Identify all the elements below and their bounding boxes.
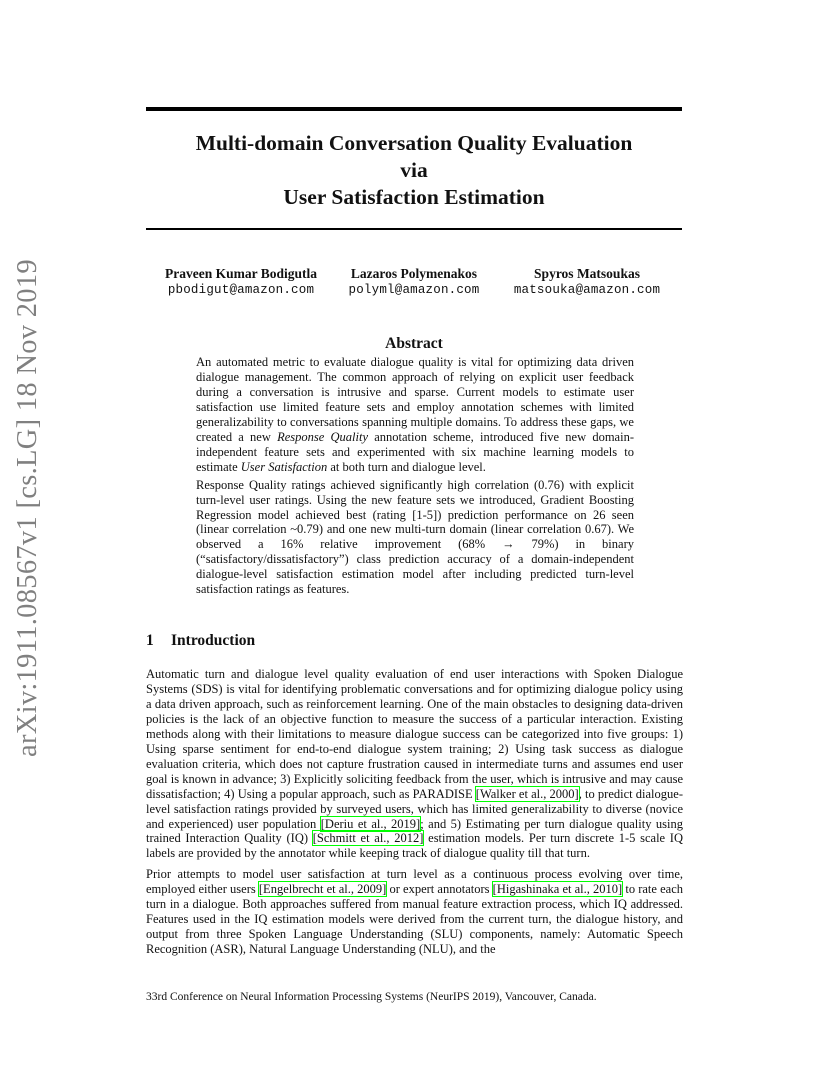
text-span: or expert annotators (386, 882, 493, 897)
text-span: annotation scheme, introduced five new domain-independent feature sets and experimented with six machine learning models to estimate (196, 429, 634, 474)
section-title: Introduction (171, 632, 256, 649)
text-span: Prior attempts to model user satisfaction at turn level as a continuous process evolving over time, employed either users (146, 867, 683, 897)
author-name: Lazaros Polymenakos (350, 266, 478, 281)
title-top-rule (146, 107, 682, 111)
abstract-paragraph-1 (196, 355, 634, 475)
text-span: , to predict dialogue-level satisfaction ratings provided by surveyed users, which has limited generalizability to diverse (novice and experienced) user population (146, 786, 683, 831)
title-line-3: User Satisfaction Estimation (283, 185, 545, 209)
text-span: estimation models. Per turn discrete 1-5 scale IQ labels are provided by the annotator while keeping track of dialogue quality till that turn. (146, 831, 683, 861)
author-3 (492, 265, 682, 298)
citation-link[interactable]: [Schmitt et al., 2012] (312, 831, 424, 846)
section-number: 1 (146, 632, 154, 649)
abstract (196, 355, 634, 600)
citation-link[interactable]: [Engelbrecht et al., 2009] (258, 882, 387, 897)
text-span: Automatic turn and dialogue level quality evaluation of end user interactions with Spoken Dialogue Systems (SDS) is vital for identifying problematic conversations and for optimizing dialogue policy using a data driven approach, such as reinforcement learning. One of the main obstacles to designing data-driven policies is the lack of an objective function to measure the success of a particular interaction. Existing methods along with their limitations to measure dialogue success can be categorized into five groups: 1) Using sparse sentiment for end-to-end dialogue system training; 2) Using task success as dialogue evaluation criteria, which does not capture frustration caused in intermediate turns and assumes end user goal is known in advance; 3) Explicitly soliciting feedback from the user, which is intrusive and may cause dissatisfaction; 4) Using a popular approach, such as PARADISE (146, 667, 683, 801)
conference-footnote: 33rd Conference on Neural Information Processing Systems (NeurIPS 2019), Vancouver, Canada. (146, 991, 597, 1003)
author-email: polyml@amazon.com (348, 283, 480, 297)
intro-paragraph-2 (146, 867, 683, 957)
author-email: matsouka@amazon.com (513, 283, 661, 297)
citation-link[interactable]: [Walker et al., 2000] (475, 786, 579, 801)
title-bottom-rule (146, 228, 682, 230)
abstract-heading: Abstract (385, 335, 443, 352)
title-line-1: Multi-domain Conversation Quality Evaluation (195, 131, 633, 155)
author-1 (146, 265, 336, 298)
introduction-body (146, 667, 683, 963)
citation-link[interactable]: [Higashinaka et al., 2010] (492, 882, 623, 897)
arxiv-identifier: arXiv:1911.08567v1 [cs.LG] 18 Nov 2019 (12, 259, 43, 757)
emphasis: User Satisfaction (240, 459, 328, 474)
author-name: Praveen Kumar Bodigutla (164, 266, 317, 281)
author-name: Spyros Matsoukas (534, 266, 640, 281)
text-span: at both turn and dialogue level. (327, 459, 486, 474)
author-block (146, 265, 682, 305)
intro-paragraph-1 (146, 667, 683, 861)
abstract-paragraph-2: Response Quality ratings achieved significantly high correlation (0.76) with explicit turn-level user ratings. Using the new feature sets we introduced, Gradient Boosting Regression model achieved best (rating [1-5]) prediction performance on 26 seen (linear correlation ~0.79) and one new multi-turn domain (linear correlation 0.67). We observed a 16% relative improvement (68% → 79%) in binary (“satisfactory/dissatisfactory”) class prediction accuracy of a domain-independent dialogue-level satisfaction estimation model after including predicted turn-level satisfaction ratings as features. (196, 477, 634, 597)
text-span: An automated metric to evaluate dialogue quality is vital for optimizing data driven dialogue management. The common approach of relying on explicit user feedback during a conversation is intrusive and sparse. Current models to estimate user satisfaction use limited feature sets and employ annotation schemes with limited generalizability to conversations spanning multiple domains. To address these gaps, we created a new (196, 355, 634, 444)
citation-link[interactable]: [Deriu et al., 2019] (320, 816, 421, 831)
author-email: pbodigut@amazon.com (167, 283, 315, 297)
paper-title (146, 130, 682, 211)
section-heading (146, 631, 255, 650)
title-line-2: via (400, 158, 428, 182)
text-span: to rate each turn in a dialogue. Both approaches suffered from manual feature extraction process, which IQ addressed. Features used in the IQ estimation models were derived from the current turn, the dialogue history, and output from three Spoken Language Understanding (SLU) components, namely: Automatic Speech Recognition (ASR), Natural Language Understanding (NLU), and the (146, 882, 683, 957)
text-span: ; and 5) Estimating per turn dialogue quality using trained Interaction Quality (IQ) (146, 816, 683, 846)
author-2 (336, 265, 492, 298)
emphasis: Response Quality (277, 429, 368, 444)
